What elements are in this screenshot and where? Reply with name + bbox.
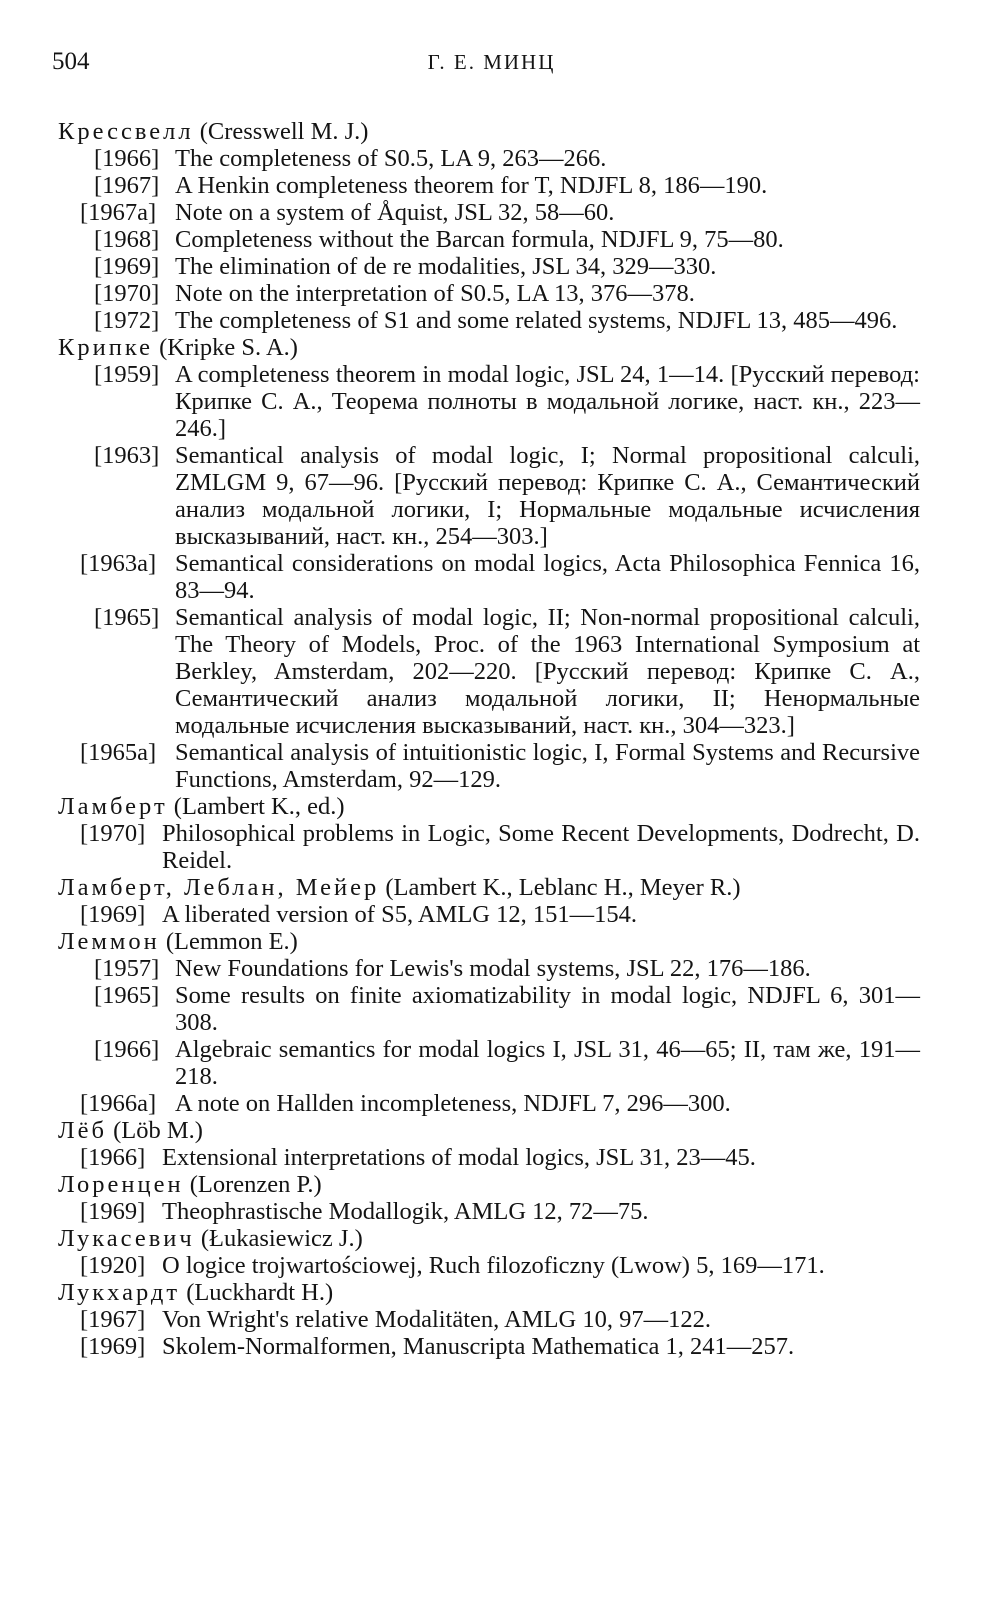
author-heading — [58, 793, 920, 820]
entry-year-label: [1966] — [80, 1144, 146, 1171]
bibliography-entry — [58, 820, 920, 874]
entry-year-label: [1963] — [94, 442, 160, 469]
author-latin-name: (Luckhardt H.) — [186, 1279, 334, 1306]
author-heading — [58, 1171, 920, 1198]
entry-text: Some results on finite axiomatizability in modal logic, NDJFL 6, 301—308. — [175, 982, 920, 1036]
author-latin-name: (Lambert K., Leblanc H., Meyer R.) — [385, 874, 741, 901]
bibliography-entry — [58, 901, 920, 928]
entry-year-label: [1967] — [94, 172, 160, 199]
entry-year-label: [1920] — [80, 1252, 146, 1279]
entry-text: Extensional interpretations of modal logics, JSL 31, 23—45. — [162, 1144, 756, 1171]
bibliography — [58, 118, 920, 1360]
bibliography-entry — [58, 955, 920, 982]
entry-year-label: [1963a] — [80, 550, 157, 577]
entry-text: Note on a system of Åquist, JSL 32, 58—60. — [175, 199, 615, 226]
entry-text: Semantical considerations on modal logics, Acta Philosophica Fennica 16, 83—94. — [175, 550, 920, 604]
author-heading — [58, 1225, 920, 1252]
author-heading — [58, 118, 920, 145]
entry-text: The elimination of de re modalities, JSL 34, 329—330. — [175, 253, 717, 280]
entry-year-label: [1970] — [80, 820, 146, 847]
author-heading — [58, 928, 920, 955]
page-number: 504 — [52, 48, 90, 75]
bibliography-entry — [58, 199, 920, 226]
entry-year-label: [1965] — [94, 982, 160, 1009]
author-latin-name: (Kripke S. A.) — [159, 334, 298, 361]
entry-text: The completeness of S1 and some related systems, NDJFL 13, 485—496. — [175, 307, 898, 334]
bibliography-entry — [58, 1252, 920, 1279]
author-name: Лёб — [58, 1117, 107, 1144]
entry-year-label: [1957] — [94, 955, 160, 982]
entry-year-label: [1966] — [94, 1036, 160, 1063]
author-latin-name: (Löb M.) — [113, 1117, 203, 1144]
entry-text: Theophrastische Modallogik, AMLG 12, 72—75. — [162, 1198, 649, 1225]
entry-text: A completeness theorem in modal logic, JSL 24, 1—14. [Русский перевод: Крипке С. А., Теорема полноты в модальной логике, наст. кн., 223—246.] — [175, 361, 920, 442]
entry-text: Algebraic semantics for modal logics I, JSL 31, 46—65; II, там же, 191—218. — [175, 1036, 920, 1090]
entry-year-label: [1969] — [94, 253, 160, 280]
page-header — [52, 48, 931, 82]
bibliography-entry — [58, 307, 920, 334]
bibliography-entry — [58, 361, 920, 442]
running-head: Г. Е. МИНЦ — [427, 50, 556, 74]
bibliography-entry — [58, 1144, 920, 1171]
entry-year-label: [1967] — [80, 1306, 146, 1333]
bibliography-entry — [58, 1198, 920, 1225]
entry-text: Completeness without the Barcan formula, NDJFL 9, 75—80. — [175, 226, 784, 253]
bibliography-entry — [58, 226, 920, 253]
bibliography-entry — [58, 550, 920, 604]
bibliography-entry — [58, 1036, 920, 1090]
author-name: Ламберт, Леблан, Мейер — [58, 874, 380, 901]
entry-year-label: [1965] — [94, 604, 160, 631]
bibliography-entry — [58, 253, 920, 280]
bibliography-entry — [58, 982, 920, 1036]
entry-year-label: [1969] — [80, 1333, 146, 1360]
entry-year-label: [1967a] — [80, 199, 157, 226]
entry-text: O logice trojwartościowej, Ruch filozoficzny (Lwow) 5, 169—171. — [162, 1252, 825, 1279]
bibliography-entry — [58, 145, 920, 172]
author-name: Лукасевич — [58, 1225, 195, 1252]
entry-year-label: [1959] — [94, 361, 160, 388]
entry-text: A Henkin completeness theorem for T, NDJFL 8, 186—190. — [175, 172, 768, 199]
author-latin-name: (Lambert K., ed.) — [173, 793, 345, 820]
bibliography-entry — [58, 1306, 920, 1333]
entry-text: New Foundations for Lewis's modal systems, JSL 22, 176—186. — [175, 955, 811, 982]
entry-text: Philosophical problems in Logic, Some Recent Developments, Dodrecht, D. Reidel. — [162, 820, 920, 874]
entry-year-label: [1970] — [94, 280, 160, 307]
author-latin-name: (Łukasiewicz J.) — [200, 1225, 363, 1252]
entry-year-label: [1966a] — [80, 1090, 157, 1117]
author-name: Крессвелл — [58, 118, 194, 145]
author-heading — [58, 1117, 920, 1144]
author-name: Лоренцен — [58, 1171, 184, 1198]
bibliography-entry — [58, 442, 920, 550]
author-name: Леммон — [58, 928, 160, 955]
entry-text: A note on Hallden incompleteness, NDJFL 7, 296—300. — [175, 1090, 731, 1117]
author-heading — [58, 874, 920, 901]
author-heading — [58, 1279, 920, 1306]
entry-text: Note on the interpretation of S0.5, LA 13, 376—378. — [175, 280, 695, 307]
author-name: Крипке — [58, 334, 153, 361]
bibliography-entry — [58, 280, 920, 307]
bibliography-entry — [58, 1333, 920, 1360]
bibliography-entry — [58, 604, 920, 739]
author-latin-name: (Lorenzen P.) — [189, 1171, 322, 1198]
entry-text: Von Wright's relative Modalitäten, AMLG 10, 97—122. — [162, 1306, 711, 1333]
entry-year-label: [1966] — [94, 145, 160, 172]
bibliography-entry — [58, 172, 920, 199]
author-heading — [58, 334, 920, 361]
bibliography-entry — [58, 1090, 920, 1117]
entry-year-label: [1969] — [80, 1198, 146, 1225]
entry-text: The completeness of S0.5, LA 9, 263—266. — [175, 145, 607, 172]
entry-text: Semantical analysis of modal logic, II; Non-normal propositional calculi, The Theory of Models, Proc. of the 1963 International Symposium at Berkley, Amsterdam, 202—220. [Русский перевод: Крипке С. А., Семантический анализ модальной логики, II; Ненормальные модальные исчисления высказываний, наст. кн., 304—323.] — [175, 604, 920, 739]
entry-text: Semantical analysis of intuitionistic logic, I, Formal Systems and Recursive Functions, Amsterdam, 92—129. — [175, 739, 920, 793]
entry-year-label: [1969] — [80, 901, 146, 928]
author-name: Лукхардт — [58, 1279, 181, 1306]
entry-text: A liberated version of S5, AMLG 12, 151—154. — [162, 901, 637, 928]
author-name: Ламберт — [58, 793, 168, 820]
entry-year-label: [1972] — [94, 307, 160, 334]
author-latin-name: (Lemmon E.) — [165, 928, 298, 955]
entry-year-label: [1968] — [94, 226, 160, 253]
entry-text: Semantical analysis of modal logic, I; Normal propositional calculi, ZMLGM 9, 67—96. [Русский перевод: Крипке С. А., Семантический анализ модальной логики, I; Нормальные модальные исчисления высказываний, наст. кн., 254—303.] — [175, 442, 920, 550]
author-latin-name: (Cresswell M. J.) — [199, 118, 369, 145]
entry-year-label: [1965a] — [80, 739, 157, 766]
entry-text: Skolem-Normalformen, Manuscripta Mathematica 1, 241—257. — [162, 1333, 795, 1360]
bibliography-entry — [58, 739, 920, 793]
